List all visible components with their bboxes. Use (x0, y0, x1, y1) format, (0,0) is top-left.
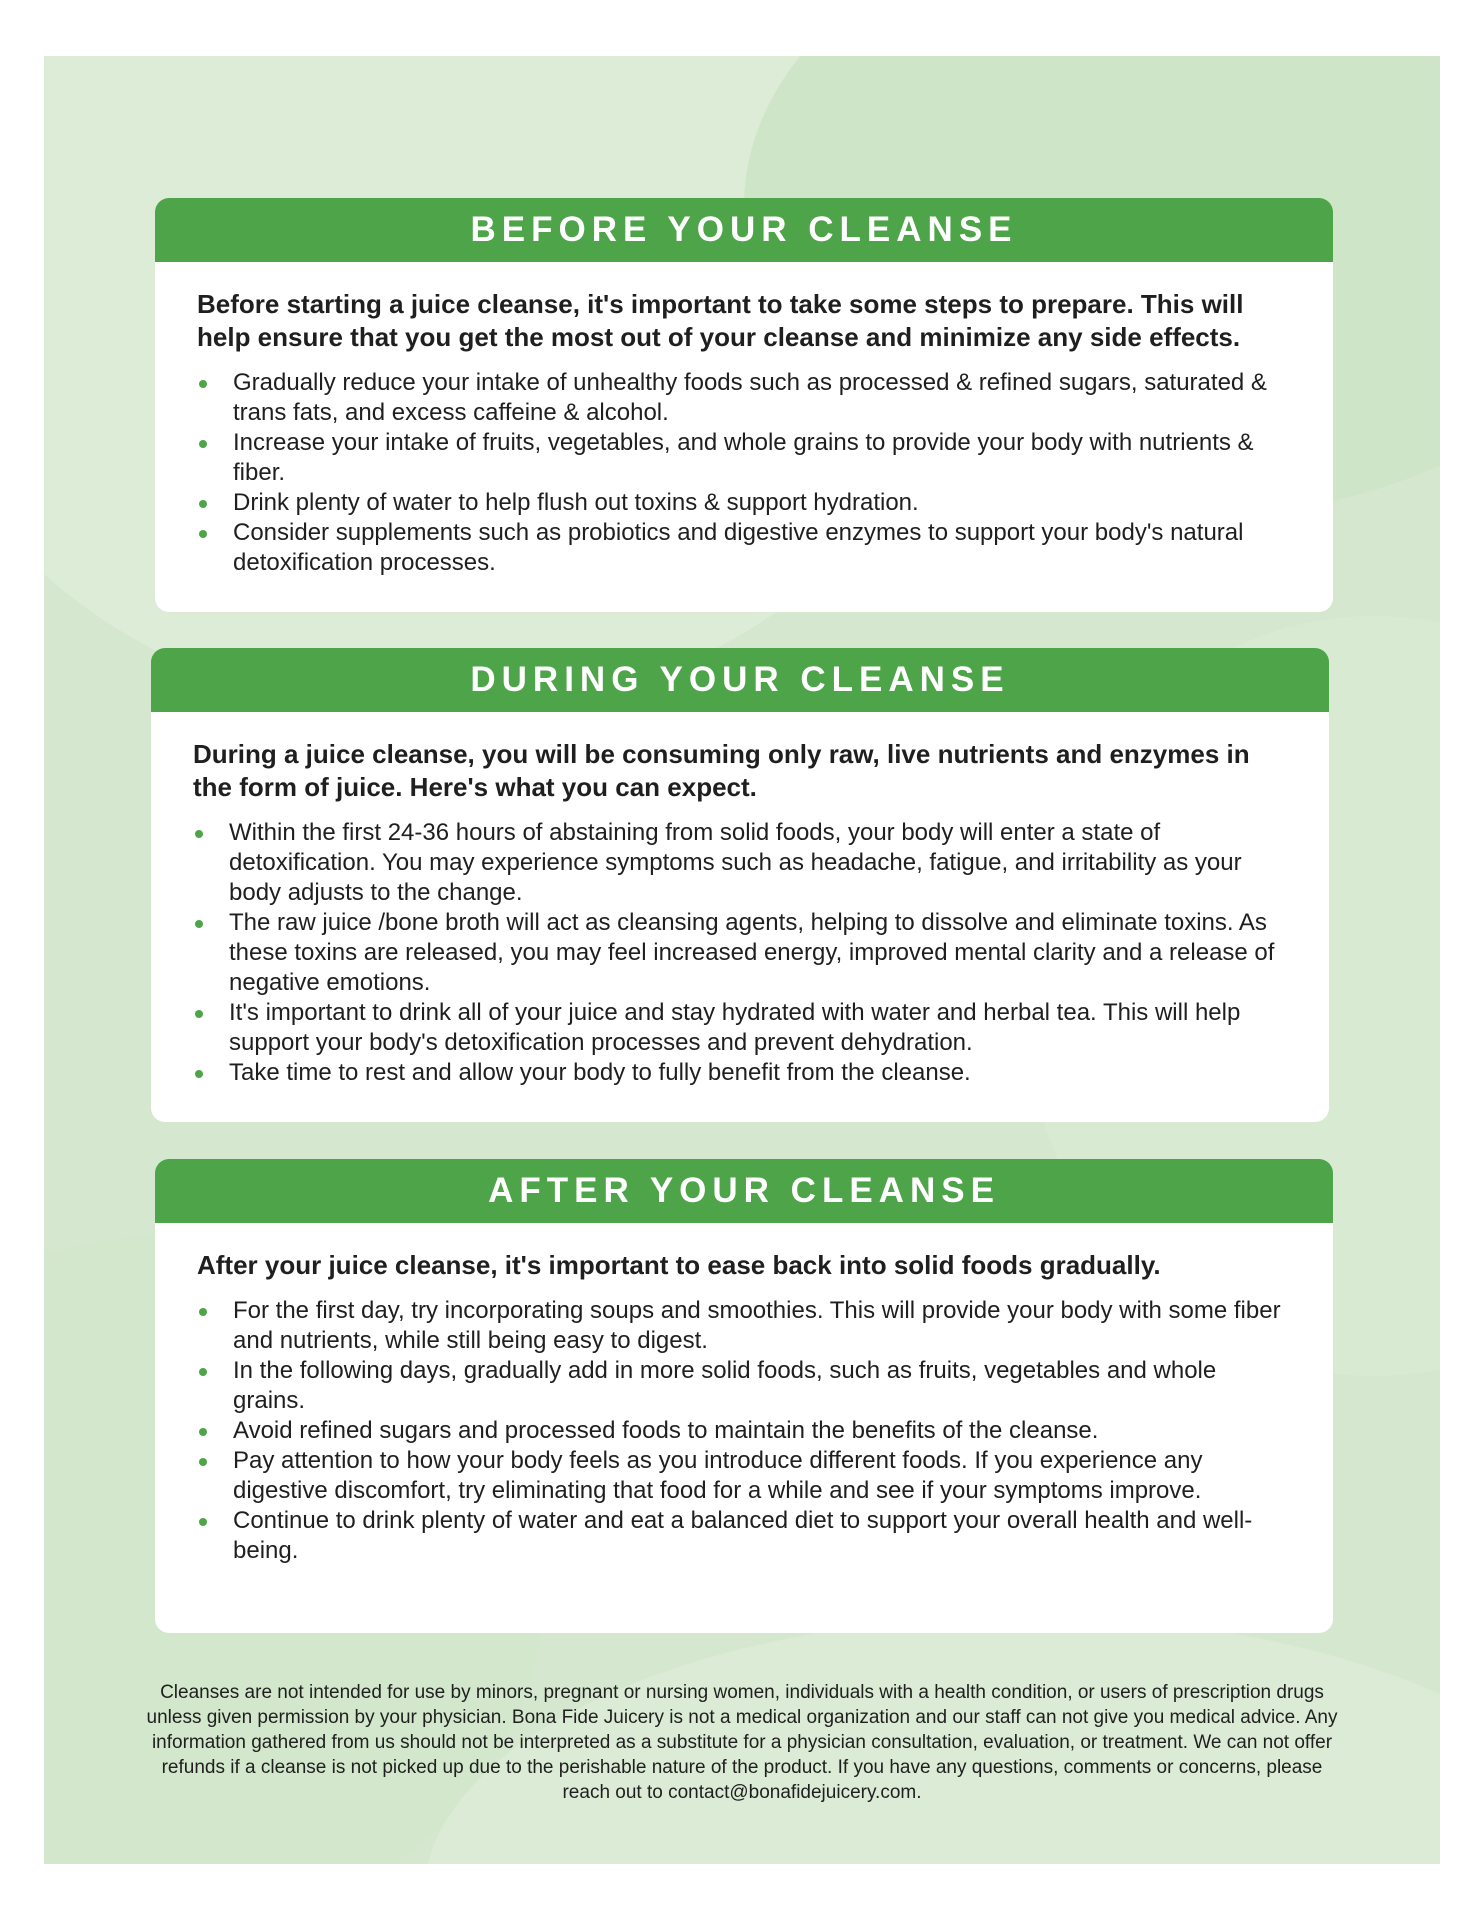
list-item-text: Take time to rest and allow your body to fully benefit from the cleanse. (229, 1059, 971, 1086)
list-item-text: Consider supplements such as probiotics and digestive enzymes to support your body's natural detoxification processes. (233, 519, 1244, 576)
after-cleanse-card (155, 1159, 1333, 1633)
section-title: DURING YOUR CLEANSE (151, 648, 1329, 712)
bullet-dot-icon (195, 1010, 203, 1018)
list-item-text: For the first day, try incorporating soups and smoothies. This will provide your body with some fiber and nutrients, while still being easy to digest. (233, 1297, 1281, 1354)
list-item (197, 1446, 1293, 1506)
list-item-text: Pay attention to how your body feels as you introduce different foods. If you experience any digestive discomfort, try eliminating that food for a while and see if your symptoms improve. (233, 1447, 1203, 1504)
disclaimer-text: Cleanses are not intended for use by minors, pregnant or nursing women, individuals with a health condition, or users of prescription drugs unless given permission by your physician. Bona Fide Juicery is not a medical organization and our staff can not give you medical advice. Any information gathered from us should not be interpreted as a substitute for a physician consultation, evaluation, or treatment. We can not offer refunds if a cleanse is not picked up due to the perishable nature of the product. If you have any questions, comments or concerns, please reach out to contact@bonafidejuicery.com. (146, 1682, 1338, 1803)
bullet-dot-icon (199, 1458, 207, 1466)
before-cleanse-card (155, 198, 1333, 612)
bullet-dot-icon (199, 440, 207, 448)
list-item-text: Within the first 24-36 hours of abstaining from solid foods, your body will enter a state of detoxification. You may experience symptoms such as headache, fatigue, and irritability as your body adjusts to the change. (229, 819, 1242, 906)
bullet-dot-icon (199, 380, 207, 388)
list-item (197, 518, 1293, 578)
list-item (193, 1058, 1289, 1088)
list-item (193, 908, 1289, 998)
bullet-dot-icon (195, 830, 203, 838)
list-item (193, 998, 1289, 1058)
list-item-text: Increase your intake of fruits, vegetables, and whole grains to provide your body with nutrients & fiber. (233, 429, 1254, 486)
bullet-dot-icon (199, 500, 207, 508)
list-item-text: In the following days, gradually add in more solid foods, such as fruits, vegetables and whole grains. (233, 1357, 1217, 1414)
list-item (197, 368, 1293, 428)
bullet-list (155, 368, 1333, 578)
section-title: BEFORE YOUR CLEANSE (155, 198, 1333, 262)
bullet-dot-icon (195, 1070, 203, 1078)
list-item-text: Drink plenty of water to help flush out toxins & support hydration. (233, 489, 919, 516)
list-item (197, 488, 1293, 518)
during-cleanse-card (151, 648, 1329, 1122)
list-item (197, 1296, 1293, 1356)
list-item-text: Avoid refined sugars and processed foods to maintain the benefits of the cleanse. (233, 1417, 1099, 1444)
bullet-dot-icon (199, 1428, 207, 1436)
list-item-text: Gradually reduce your intake of unhealthy foods such as processed & refined sugars, saturated & trans fats, and excess caffeine & alcohol. (233, 369, 1267, 426)
list-item (197, 1416, 1293, 1446)
bullet-dot-icon (199, 1518, 207, 1526)
bullet-dot-icon (199, 1368, 207, 1376)
list-item (197, 1506, 1293, 1566)
list-item-text: The raw juice /bone broth will act as cleansing agents, helping to dissolve and eliminate toxins. As these toxins are released, you may feel increased energy, improved mental clarity and a release of negative emotions. (229, 909, 1275, 996)
bullet-dot-icon (199, 530, 207, 538)
list-item (197, 428, 1293, 488)
section-title: AFTER YOUR CLEANSE (155, 1159, 1333, 1223)
list-item-text: It's important to drink all of your juice and stay hydrated with water and herbal tea. This will help support your body's detoxification processes and prevent dehydration. (229, 999, 1241, 1056)
bullet-dot-icon (195, 920, 203, 928)
section-intro: After your juice cleanse, it's important to ease back into solid foods gradually. (197, 1250, 1161, 1280)
section-intro: During a juice cleanse, you will be consuming only raw, live nutrients and enzymes in the form of juice. Here's what you can expect. (193, 739, 1250, 802)
bullet-list (151, 818, 1329, 1088)
section-intro: Before starting a juice cleanse, it's important to take some steps to prepare. This will help ensure that you get the most out of your cleanse and minimize any side effects. (197, 289, 1244, 352)
list-item (197, 1356, 1293, 1416)
list-item (193, 818, 1289, 908)
bullet-dot-icon (199, 1308, 207, 1316)
bullet-list (155, 1296, 1333, 1566)
list-item-text: Continue to drink plenty of water and eat a balanced diet to support your overall health and well-being. (233, 1507, 1253, 1564)
